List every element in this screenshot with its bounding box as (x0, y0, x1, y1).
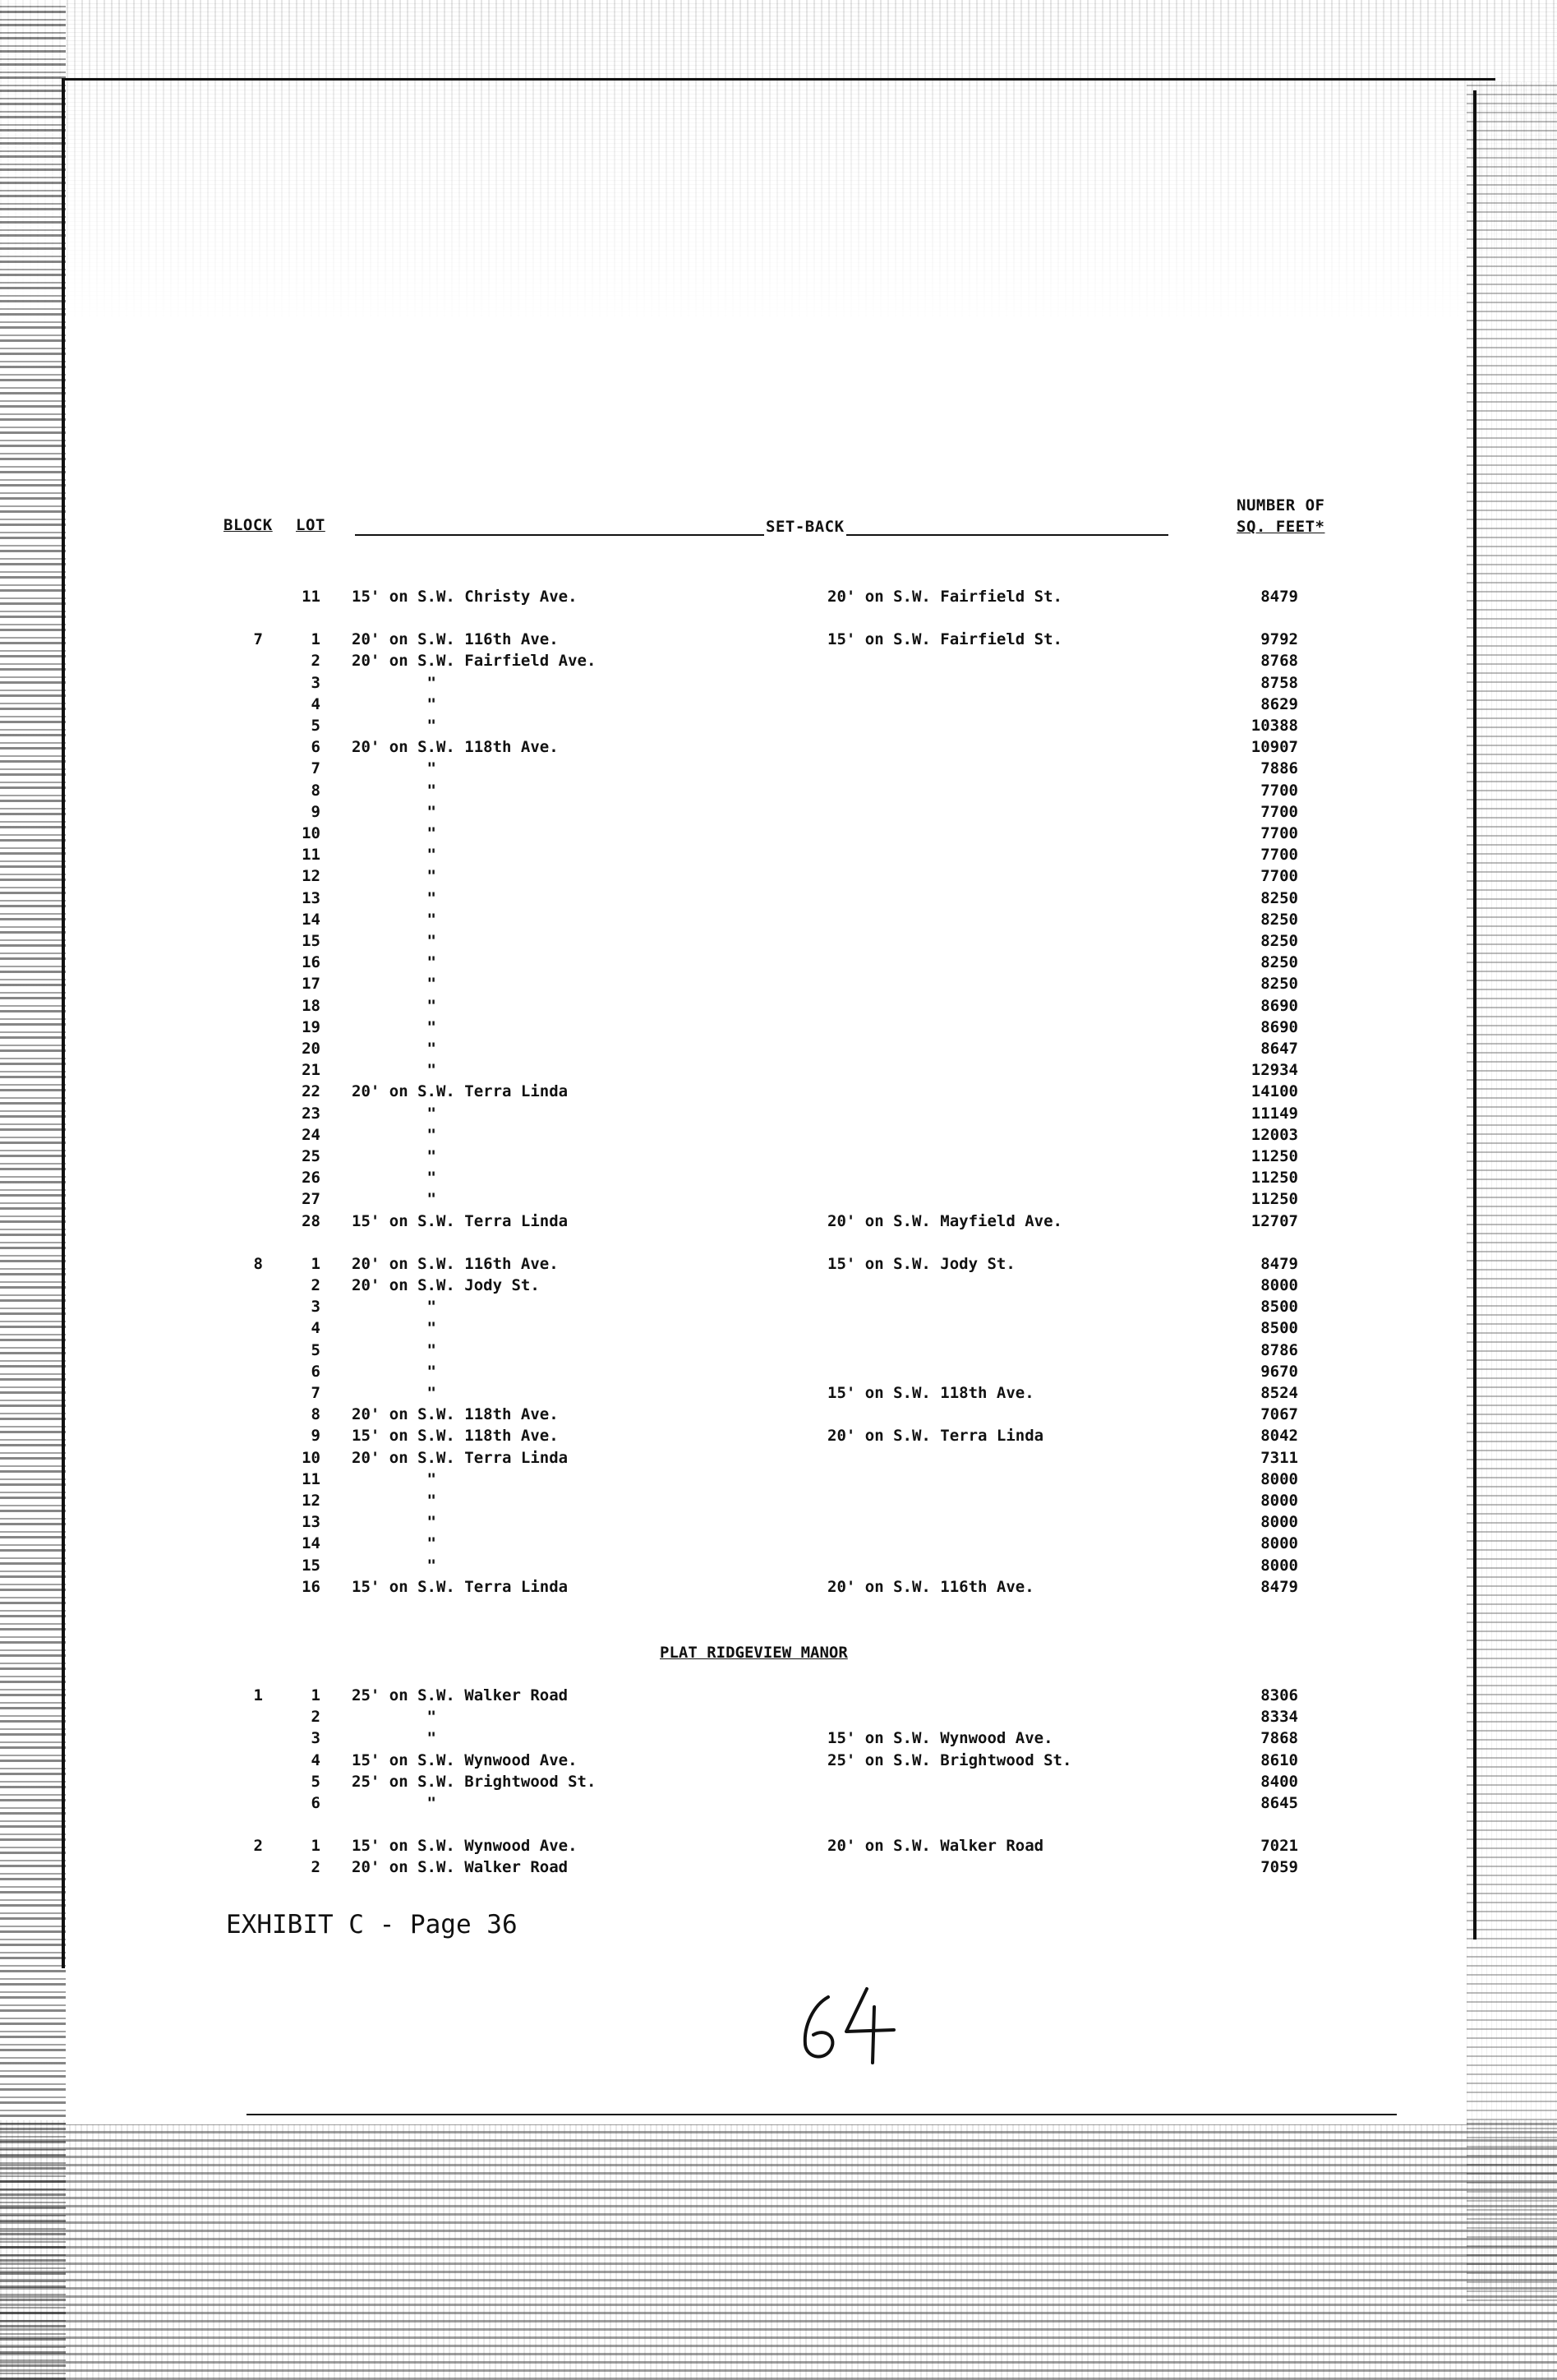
handwritten-page-number (789, 1981, 912, 2071)
sqft-cell: 8000 (1260, 1513, 1298, 1532)
sqft-cell: 7700 (1260, 781, 1298, 800)
table-row (0, 1513, 1557, 1534)
table-row (0, 1018, 1557, 1040)
table-row (0, 588, 1557, 609)
sqft-cell: 7021 (1260, 1837, 1298, 1856)
sqft-cell: 11149 (1251, 1104, 1298, 1123)
setback-secondary-cell: 20' on S.W. Terra Linda (827, 1427, 1044, 1446)
setback-primary-cell: " (352, 781, 436, 800)
setback-primary-cell: 15' on S.W. Christy Ave. (352, 588, 578, 606)
setback-secondary-cell: 20' on S.W. Mayfield Ave. (827, 1211, 1062, 1230)
sqft-cell: 7886 (1260, 759, 1298, 778)
setback-primary-cell: " (352, 1534, 436, 1553)
sqft-cell: 9792 (1260, 630, 1298, 649)
setback-secondary-cell: 15' on S.W. Jody St. (827, 1254, 1016, 1273)
lot-cell: 1 (311, 1837, 320, 1856)
sqft-cell: 8042 (1260, 1427, 1298, 1446)
sqft-cell: 11250 (1251, 1147, 1298, 1165)
lot-cell: 4 (311, 694, 320, 713)
sqft-cell: 14100 (1251, 1082, 1298, 1101)
lot-cell: 2 (311, 1276, 320, 1294)
lot-cell: 3 (311, 1729, 320, 1748)
sqft-cell: 8500 (1260, 1298, 1298, 1317)
setback-secondary-cell: 20' on S.W. Walker Road (827, 1837, 1044, 1856)
sqft-cell: 8250 (1260, 953, 1298, 972)
table-row (0, 1794, 1557, 1815)
setback-primary-cell: 20' on S.W. Terra Linda (352, 1082, 569, 1101)
sqft-cell: 12707 (1251, 1211, 1298, 1230)
table-row (0, 1061, 1557, 1082)
block-cell: 7 (253, 630, 263, 649)
lot-cell: 14 (302, 1534, 320, 1553)
lot-cell: 19 (302, 1017, 320, 1036)
table-row (0, 889, 1557, 911)
setback-primary-cell: " (352, 996, 436, 1015)
sqft-cell: 8479 (1260, 1577, 1298, 1596)
setback-secondary-cell: 15' on S.W. 118th Ave. (827, 1384, 1034, 1402)
column-header-lot: LOT (296, 516, 325, 534)
setback-secondary-cell: 25' on S.W. Brightwood St. (827, 1750, 1072, 1769)
lot-cell: 20 (302, 1040, 320, 1058)
sqft-cell: 8758 (1260, 673, 1298, 692)
lot-cell: 11 (302, 588, 320, 606)
sqft-cell: 8000 (1260, 1534, 1298, 1553)
sqft-cell: 8690 (1260, 1017, 1298, 1036)
sqft-cell: 7311 (1260, 1448, 1298, 1467)
lot-cell: 27 (302, 1190, 320, 1209)
lot-cell: 7 (311, 1384, 320, 1402)
table-row (0, 1470, 1557, 1492)
setback-primary-cell: " (352, 1298, 436, 1317)
sqft-cell: 8250 (1260, 975, 1298, 994)
table-row (0, 1405, 1557, 1427)
table-row (0, 1427, 1557, 1448)
column-header-setback: SET-BACK (766, 518, 845, 536)
lot-cell: 9 (311, 802, 320, 821)
table-row (0, 1837, 1557, 1858)
table-row (0, 1190, 1557, 1211)
lot-cell: 18 (302, 996, 320, 1015)
sqft-cell: 7700 (1260, 802, 1298, 821)
lot-cell: 6 (311, 1362, 320, 1381)
sqft-cell: 12934 (1251, 1061, 1298, 1080)
setback-primary-cell: " (352, 910, 436, 929)
lot-cell: 10 (302, 824, 320, 842)
sqft-cell: 7700 (1260, 867, 1298, 886)
sqft-cell: 11250 (1251, 1190, 1298, 1209)
setback-primary-cell: " (352, 1469, 436, 1488)
scan-noise-top (0, 0, 1557, 329)
table-row (0, 674, 1557, 695)
setback-primary-cell: " (352, 1190, 436, 1209)
setback-primary-cell: " (352, 1362, 436, 1381)
setback-primary-cell: " (352, 1384, 436, 1402)
setback-primary-cell: 15' on S.W. Wynwood Ave. (352, 1837, 578, 1856)
lot-cell: 4 (311, 1750, 320, 1769)
lot-cell: 9 (311, 1427, 320, 1446)
lot-cell: 28 (302, 1211, 320, 1230)
table-row (0, 1126, 1557, 1147)
setback-primary-cell: 15' on S.W. Terra Linda (352, 1577, 569, 1596)
setback-primary-cell: " (352, 1061, 436, 1080)
setback-primary-cell: 20' on S.W. Fairfield Ave. (352, 652, 597, 671)
table-row (0, 1341, 1557, 1363)
setback-primary-cell: " (352, 1794, 436, 1812)
lot-cell: 3 (311, 673, 320, 692)
lot-cell: 1 (311, 1686, 320, 1704)
lot-cell: 16 (302, 953, 320, 972)
table-row (0, 759, 1557, 781)
table-row (0, 1147, 1557, 1169)
table-row (0, 1212, 1557, 1234)
setback-primary-cell: " (352, 1492, 436, 1510)
table-row (0, 1082, 1557, 1104)
sqft-cell: 8000 (1260, 1276, 1298, 1294)
setback-primary-cell: " (352, 1040, 436, 1058)
scan-noise-bottom (0, 2120, 1557, 2380)
table-row (0, 1384, 1557, 1405)
frame-line-top (62, 78, 1495, 81)
setback-primary-cell: " (352, 975, 436, 994)
setback-primary-cell: 20' on S.W. 118th Ave. (352, 1405, 559, 1424)
table-row (0, 1729, 1557, 1750)
lot-cell: 10 (302, 1448, 320, 1467)
sqft-cell: 8000 (1260, 1492, 1298, 1510)
sqft-cell: 9670 (1260, 1362, 1298, 1381)
sqft-cell: 7067 (1260, 1405, 1298, 1424)
table-row (0, 1858, 1557, 1880)
column-header-sqft-line2: SQ. FEET* (1237, 518, 1325, 536)
sqft-cell: 8250 (1260, 910, 1298, 929)
sqft-cell: 12003 (1251, 1125, 1298, 1144)
table-row (0, 738, 1557, 759)
setback-primary-cell: " (352, 1147, 436, 1165)
setback-primary-cell: " (352, 759, 436, 778)
lot-cell: 3 (311, 1298, 320, 1317)
table-row (0, 630, 1557, 652)
table-row (0, 1449, 1557, 1470)
setback-primary-cell: 20' on S.W. 118th Ave. (352, 738, 559, 757)
lot-cell: 8 (311, 781, 320, 800)
setback-primary-cell: " (352, 846, 436, 865)
lot-cell: 16 (302, 1577, 320, 1596)
block-cell: 8 (253, 1254, 263, 1273)
lot-cell: 23 (302, 1104, 320, 1123)
block-cell: 1 (253, 1686, 263, 1704)
lot-cell: 1 (311, 630, 320, 649)
sqft-cell: 7868 (1260, 1729, 1298, 1748)
lot-cell: 7 (311, 759, 320, 778)
table-row (0, 803, 1557, 824)
table-row (0, 846, 1557, 867)
table-row (0, 824, 1557, 846)
setback-primary-cell: 20' on S.W. Jody St. (352, 1276, 540, 1294)
lot-cell: 8 (311, 1405, 320, 1424)
table-row (0, 1773, 1557, 1794)
table-row (0, 1578, 1557, 1599)
table-row (0, 1492, 1557, 1513)
setback-primary-cell: 20' on S.W. 116th Ave. (352, 1254, 559, 1273)
sqft-cell: 7059 (1260, 1858, 1298, 1877)
table-row (0, 1169, 1557, 1190)
lot-cell: 17 (302, 975, 320, 994)
section-title: PLAT RIDGEVIEW MANOR (660, 1644, 848, 1662)
setback-primary-cell: " (352, 1169, 436, 1188)
setback-secondary-cell: 15' on S.W. Fairfield St. (827, 630, 1062, 649)
lot-cell: 11 (302, 846, 320, 865)
lot-cell: 22 (302, 1082, 320, 1101)
lot-cell: 26 (302, 1169, 320, 1188)
sqft-cell: 10907 (1251, 738, 1298, 757)
exhibit-label: EXHIBIT C - Page 36 (226, 1910, 518, 1940)
table-row (0, 1708, 1557, 1729)
lot-cell: 4 (311, 1319, 320, 1338)
table-row (0, 1255, 1557, 1276)
table-row (0, 1298, 1557, 1319)
lot-cell: 13 (302, 888, 320, 907)
sqft-cell: 8250 (1260, 932, 1298, 950)
setback-primary-cell: " (352, 1708, 436, 1727)
lot-cell: 12 (302, 867, 320, 886)
table-row (0, 932, 1557, 953)
table-row (0, 717, 1557, 738)
setback-primary-cell: 15' on S.W. 118th Ave. (352, 1427, 559, 1446)
column-header-block: BLOCK (223, 516, 273, 534)
sqft-cell: 8250 (1260, 888, 1298, 907)
sqft-cell: 7700 (1260, 846, 1298, 865)
lot-cell: 15 (302, 1556, 320, 1575)
setback-primary-cell: " (352, 1319, 436, 1338)
lot-cell: 25 (302, 1147, 320, 1165)
block-cell: 2 (253, 1837, 263, 1856)
column-header-sqft-line1: NUMBER OF (1237, 496, 1325, 514)
lot-cell: 13 (302, 1513, 320, 1532)
setback-primary-cell: " (352, 1729, 436, 1748)
lot-cell: 15 (302, 932, 320, 950)
table-row (0, 1363, 1557, 1384)
table-row (0, 867, 1557, 888)
sqft-cell: 11250 (1251, 1169, 1298, 1188)
header-rule (355, 534, 1168, 536)
sqft-cell: 10388 (1251, 717, 1298, 735)
lot-cell: 5 (311, 1772, 320, 1791)
sqft-cell: 8400 (1260, 1772, 1298, 1791)
setback-primary-cell: " (352, 1017, 436, 1036)
frame-line-bottom (246, 2114, 1397, 2115)
setback-primary-cell: " (352, 673, 436, 692)
lot-cell: 21 (302, 1061, 320, 1080)
table-row (0, 911, 1557, 932)
table-row (0, 782, 1557, 803)
sqft-cell: 7700 (1260, 824, 1298, 842)
setback-primary-cell: " (352, 1556, 436, 1575)
sqft-cell: 8334 (1260, 1708, 1298, 1727)
table-row (0, 953, 1557, 975)
setback-primary-cell: " (352, 824, 436, 842)
sqft-cell: 8786 (1260, 1340, 1298, 1359)
lot-cell: 11 (302, 1469, 320, 1488)
setback-primary-cell: " (352, 1340, 436, 1359)
setback-primary-cell: 20' on S.W. Terra Linda (352, 1448, 569, 1467)
setback-primary-cell: " (352, 867, 436, 886)
setback-primary-cell: 15' on S.W. Wynwood Ave. (352, 1750, 578, 1769)
table-row (0, 1319, 1557, 1340)
setback-primary-cell: 25' on S.W. Walker Road (352, 1686, 569, 1704)
table-row (0, 1751, 1557, 1773)
table-row (0, 1686, 1557, 1708)
lot-cell: 6 (311, 738, 320, 757)
setback-primary-cell: 25' on S.W. Brightwood St. (352, 1772, 597, 1791)
setback-secondary-cell: 20' on S.W. Fairfield St. (827, 588, 1062, 606)
table-row (0, 1276, 1557, 1298)
lot-cell: 5 (311, 1340, 320, 1359)
sqft-cell: 8690 (1260, 996, 1298, 1015)
lot-cell: 6 (311, 1794, 320, 1812)
setback-primary-cell: 20' on S.W. Walker Road (352, 1858, 569, 1877)
lot-cell: 2 (311, 1858, 320, 1877)
sqft-cell: 8610 (1260, 1750, 1298, 1769)
sqft-cell: 8479 (1260, 588, 1298, 606)
lot-cell: 12 (302, 1492, 320, 1510)
table-row (0, 1040, 1557, 1061)
setback-secondary-cell: 15' on S.W. Wynwood Ave. (827, 1729, 1053, 1748)
sqft-cell: 8306 (1260, 1686, 1298, 1704)
setback-primary-cell: " (352, 717, 436, 735)
setback-primary-cell: " (352, 953, 436, 972)
setback-primary-cell: " (352, 694, 436, 713)
setback-primary-cell: 20' on S.W. 116th Ave. (352, 630, 559, 649)
sqft-cell: 8647 (1260, 1040, 1298, 1058)
table-row (0, 652, 1557, 673)
setback-primary-cell: 15' on S.W. Terra Linda (352, 1211, 569, 1230)
table-row (0, 1557, 1557, 1578)
sqft-cell: 8500 (1260, 1319, 1298, 1338)
setback-primary-cell: " (352, 888, 436, 907)
table-row (0, 695, 1557, 717)
lot-cell: 24 (302, 1125, 320, 1144)
setback-primary-cell: " (352, 932, 436, 950)
sqft-cell: 8768 (1260, 652, 1298, 671)
lot-cell: 2 (311, 652, 320, 671)
lot-cell: 2 (311, 1708, 320, 1727)
setback-primary-cell: " (352, 802, 436, 821)
table-row (0, 1105, 1557, 1126)
table-row (0, 1534, 1557, 1556)
sqft-cell: 8629 (1260, 694, 1298, 713)
sqft-cell: 8524 (1260, 1384, 1298, 1402)
lot-cell: 14 (302, 910, 320, 929)
table-row (0, 975, 1557, 996)
lot-cell: 1 (311, 1254, 320, 1273)
setback-secondary-cell: 20' on S.W. 116th Ave. (827, 1577, 1034, 1596)
setback-primary-cell: " (352, 1104, 436, 1123)
lot-cell: 5 (311, 717, 320, 735)
setback-primary-cell: " (352, 1513, 436, 1532)
sqft-cell: 8479 (1260, 1254, 1298, 1273)
setback-primary-cell: " (352, 1125, 436, 1144)
table-row (0, 997, 1557, 1018)
sqft-cell: 8000 (1260, 1469, 1298, 1488)
sqft-cell: 8645 (1260, 1794, 1298, 1812)
sqft-cell: 8000 (1260, 1556, 1298, 1575)
